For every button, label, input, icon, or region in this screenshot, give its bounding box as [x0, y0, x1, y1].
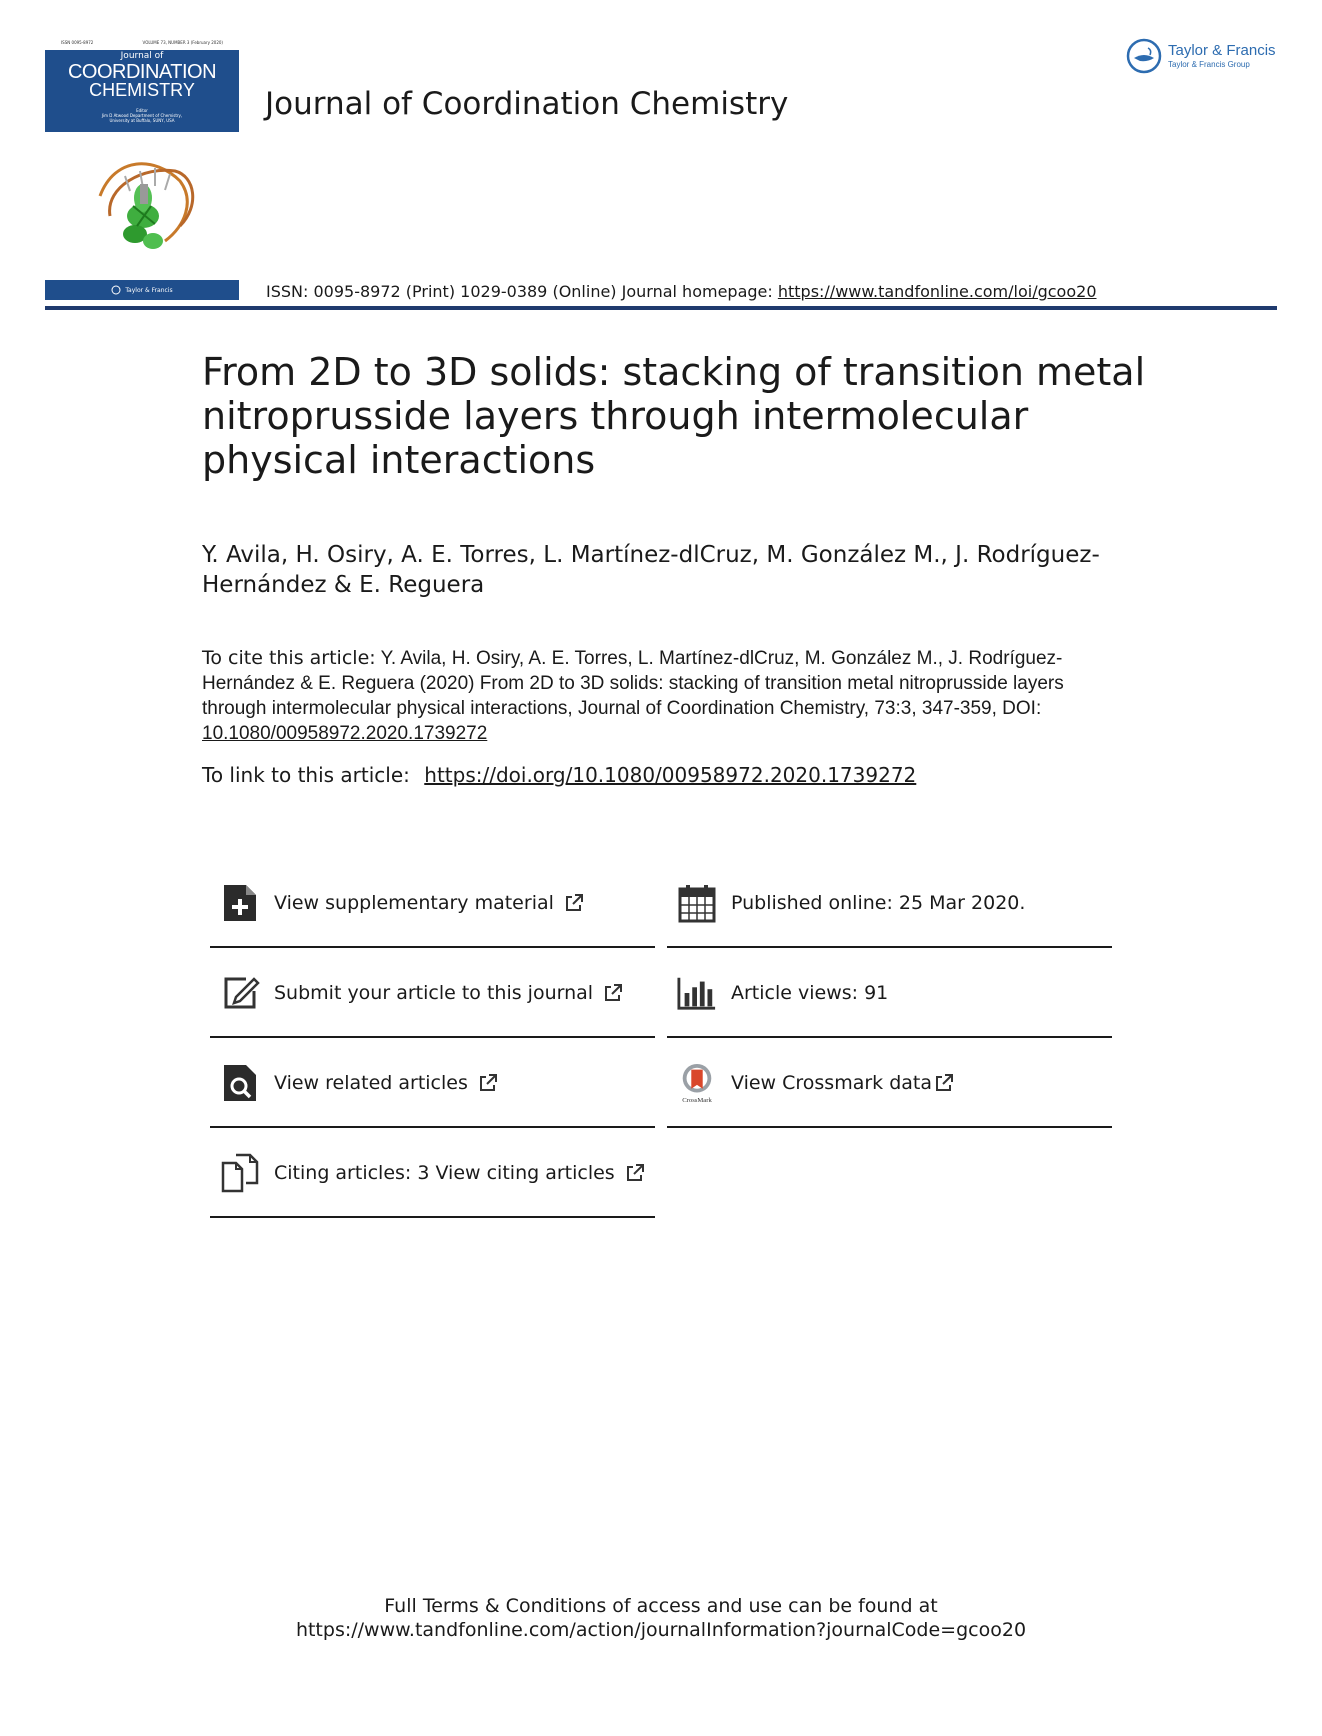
supplementary-tile[interactable]: [210, 860, 655, 948]
article-doi-link[interactable]: https://doi.org/10.1080/00958972.2020.1739272: [424, 763, 917, 787]
cover-publisher: Taylor & Francis: [125, 286, 173, 294]
cite-text: Y. Avila, H. Osiry, A. E. Torres, L. Martínez-dlCruz, M. González M., J. Rodríguez-Hernández & E. Reguera (2020) From 2D to 3D solids: stacking of transition metal nitroprusside layers through intermolecular physical interactions, Journal of Coordination Chemistry, 73:3, 347-359, DOI:: [202, 648, 1064, 719]
publisher-name: Taylor & Francis: [1168, 42, 1276, 59]
journal-cover: [45, 38, 239, 300]
footer-terms: [0, 1594, 1322, 1642]
cover-meta: [45, 38, 239, 50]
cover-issn: ISSN 0095-8972: [61, 40, 94, 45]
taylor-francis-lamp-icon: [1126, 38, 1162, 74]
issn-line: [266, 282, 1097, 301]
crossmark-label: View Crossmark data: [731, 1072, 933, 1094]
header-divider: [45, 306, 1277, 310]
copy-documents-icon: [220, 1152, 260, 1194]
crossmark-logo-text: CrossMark: [682, 1097, 712, 1105]
cover-molecule-image: [85, 146, 205, 266]
footer-terms-link[interactable]: https://www.tandfonline.com/action/journalInformation?journalCode=gcoo20: [295, 1619, 1027, 1641]
bar-chart-icon: [677, 972, 717, 1014]
link-label: To link to this article:: [202, 763, 410, 787]
calendar-icon: [677, 882, 717, 924]
citing-tile[interactable]: [210, 1130, 655, 1218]
external-link-icon: [564, 893, 584, 913]
cover-chemistry: CHEMISTRY: [89, 80, 195, 100]
cover-publisher-logo-icon: [111, 285, 121, 295]
external-link-icon: [934, 1073, 954, 1093]
document-plus-icon: [220, 882, 260, 924]
views-tile: [667, 950, 1112, 1038]
views-label: Article views: 91: [731, 982, 889, 1004]
crossmark-tile[interactable]: [667, 1040, 1112, 1128]
issn-text: ISSN: 0095-8972 (Print) 1029-0389 (Online) Journal homepage:: [266, 282, 778, 301]
cover-banner: [45, 38, 239, 132]
journal-title: Journal of Coordination Chemistry: [265, 86, 789, 122]
publisher-group: Taylor & Francis Group: [1168, 60, 1250, 69]
published-label: Published online: 25 Mar 2020.: [731, 892, 1026, 914]
related-label: View related articles: [274, 1072, 468, 1094]
external-link-icon: [478, 1073, 498, 1093]
taylor-francis-logo: [1126, 38, 1286, 78]
submit-label: Submit your article to this journal: [274, 982, 594, 1004]
cover-publisher-band: [45, 280, 239, 300]
cite-doi-link[interactable]: 10.1080/00958972.2020.1739272: [202, 723, 488, 744]
article-authors: Y. Avila, H. Osiry, A. E. Torres, L. Martínez-dlCruz, M. González M., J. Rodríguez-Hernández & E. Reguera: [202, 542, 1100, 598]
document-search-icon: [220, 1062, 260, 1104]
cover-coordination: COORDINATION: [67, 61, 217, 83]
article-link-line: [202, 763, 916, 787]
cover-editor-line: University at Buffalo, SUNY, USA: [109, 118, 175, 123]
cover-editor-line: Jim D Atwood Department of Chemistry,: [101, 113, 183, 118]
citing-label: Citing articles: 3 View citing articles: [274, 1162, 615, 1184]
external-link-icon: [625, 1163, 645, 1183]
cover-journal-of: Journal of: [120, 51, 164, 61]
crossmark-icon: [677, 1062, 717, 1104]
submit-tile[interactable]: [210, 950, 655, 1038]
related-tile[interactable]: [210, 1040, 655, 1128]
cover-editor: [45, 108, 239, 123]
footer-line1: Full Terms & Conditions of access and use can be found at: [384, 1595, 938, 1617]
published-tile: [667, 860, 1112, 948]
citation-block: [202, 646, 1102, 746]
supplementary-label: View supplementary material: [274, 892, 554, 914]
edit-icon: [220, 972, 260, 1014]
journal-homepage-link[interactable]: https://www.tandfonline.com/loi/gcoo20: [777, 282, 1097, 301]
cover-volume: VOLUME 73, NUMBER 3 (February 2020): [142, 40, 223, 45]
external-link-icon: [603, 983, 623, 1003]
article-title: From 2D to 3D solids: stacking of transition metal nitroprusside layers through intermolecular physical interactions: [202, 350, 1146, 482]
cover-editor-line: Editor: [136, 108, 148, 113]
cite-label: To cite this article:: [202, 647, 376, 669]
